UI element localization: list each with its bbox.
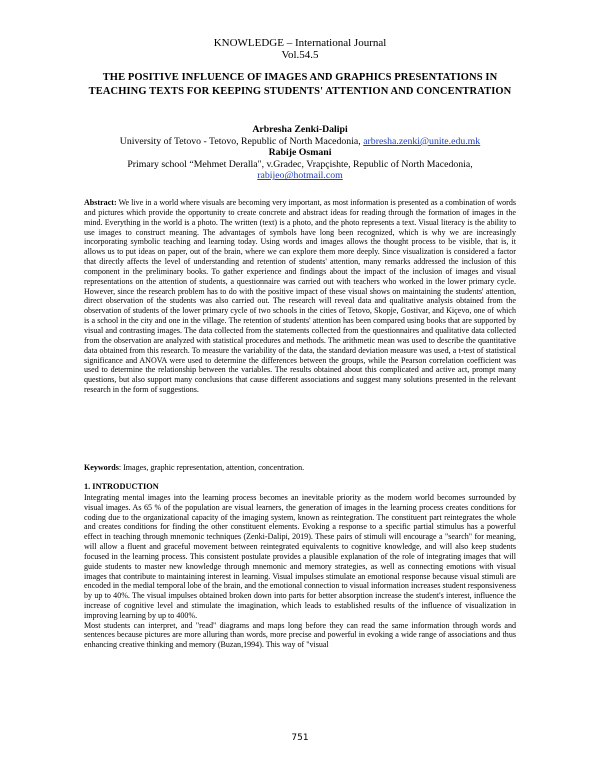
author-affiliation-2: Primary school “Mehmet Deralla", v.Gradec, Vrapçishte, Republic of North Macedonia,	[127, 158, 473, 170]
keywords-text: : Images, graphic representation, attention, concentration.	[118, 463, 305, 472]
introduction-body	[84, 493, 516, 650]
paper-title: THE POSITIVE INFLUENCE OF IMAGES AND GRAPHICS PRESENTATIONS IN TEACHING TEXTS FOR KEEPING STUDENTS' ATTENTION AND CONCENTRATION	[88, 72, 512, 97]
keywords-label: Keywords	[84, 463, 119, 472]
paragraph: Integrating mental images into the learning process becomes an inevitable priority as the modern world becomes surrounded by visual images. As 65 % of the population are visual learners, the generation of images in the learning process creates conditions for coding due to the organizational capacity of the imaging system, known as reintegration. The constituent part reintegrates the whole and creates conditions for finding the other constituent elements. Evoking a response to a specific partial stimulus has a powerful effect in teaching through mnemonic techniques (Zenki-Dalipi, 2019). These pairs of stimuli will encourage a "search" for meaning, will allow a fluent and graceful movement between reintegrated equivalents to cognitive knowledge, and will also keep students focused in the learning process. This consistent postulate provides a plausible explanation of the role of integrating images that will guide students to master new knowledge through mnemonic and memory strategies, as well as connecting emotions with visual images that contribute to maintaining interest in learning. Visual impulses stimulate an emotional response because visual stimuli are encoded in the medial temporal lobe of the brain, and the emotional connection to visual information increases student responsiveness by up to 40%. The visual impulses obtained broken down into parts for better absorption increase the student's interest, influence the increase of cognitive level and stimulate the imagination, which leads to established results of the influence of visualization in improving learning by up to 400%.	[84, 493, 516, 620]
running-header	[0, 37, 600, 61]
journal-volume: Vol.54.5	[281, 49, 319, 61]
author-email-1[interactable]: arbresha.zenki@unite.edu.mk	[363, 135, 481, 147]
author-name-2: Rabije Osmani	[268, 147, 332, 159]
author-block	[0, 124, 600, 182]
abstract	[84, 198, 516, 395]
author-email-2[interactable]: rabijeo@hotmail.com	[257, 170, 343, 182]
author-affiliation-1	[0, 136, 600, 148]
page-number: 751	[291, 733, 309, 743]
keywords	[84, 463, 516, 473]
abstract-text: We live in a world where visuals are becoming very important, as most information is presented as a combination of words and pictures which provide the opportunity to create concrete and abstract ideas for reading through the formation of images in the mind. Everything in the world is a photo. The written (text) is a photo, and the photo represents a text. Visual literacy is the ability to use images to construct meaning. The advantages of symbols have long been recognized, which is why we are increasingly incorporating symbolic teaching and learning today. Using words and images allows the thought process to be visible, that is, it allows us to put ideas on paper, out of the brain, where we can explore them more deeply. Since visualization is considered a factor that directly affects the level of understanding and retention of students' attention, many remarks addressed the inclusion of this component in the preliminary books. To gather experience and findings about the impact of the inclusion of images and visual representations on the attention of students, a questionnaire was carried out with teachers who worked in the lower primary cycle. However, since the research problem has to do with the positive impact of these visual shows on maintaining the students' attention, direct observation of the students was also carried out. The research will reveal data and qualitative analysis obtained from the observation of students of the lower primary cycle of two schools in the cities of Tetovo, Skopje, Gostivar, and Kiçevo, one of which is a school in the city and one in the village. The retention of students' attention has been compared using books that are supported by visual and contrasting images. The data collected from the statements collected from the questionnaires and qualitative data collected from the observation are analyzed with statistical procedures and methods. The arithmetic mean was used to describe the quantitative data obtained from this research. To measure the variability of the data, the standard deviation measure was used, a t-test of statistical significance and ANOVA were used to determine the differences between the groups, while the Pearson correlation coefficient was used to determine the relationship between the variables. The results obtained about this complicated and active act, prompt many questions, but also support many conclusions that cause different associations and suggest many solutions presented in the relevant research in the form of suggestions.	[84, 198, 516, 395]
paragraph: Most students can interpret, and "read" diagrams and maps long before they can read the same information through words and sentences because pictures are more alluring than words, more precise and powerful in evoking a wide range of associations and thus enhancing creative thinking and memory (Buzan,1994). This way of "visual	[84, 620, 516, 650]
section-heading: 1. INTRODUCTION	[84, 482, 159, 491]
journal-name: KNOWLEDGE – International Journal	[213, 37, 387, 49]
author-name-1: Arbresha Zenki-Dalipi	[252, 124, 348, 135]
abstract-label: Abstract:	[84, 198, 117, 207]
affiliation-text-1: University of Tetovo - Tetovo, Republic of North Macedonia,	[119, 135, 364, 147]
